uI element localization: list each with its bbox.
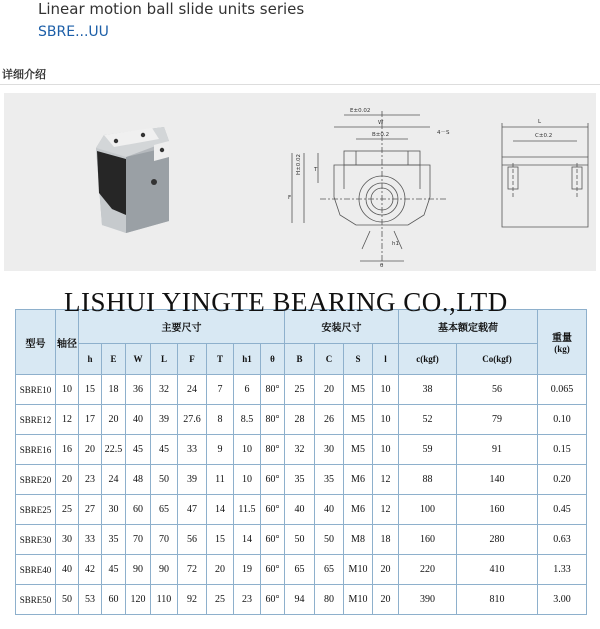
- model-cell: SBRE12: [16, 405, 56, 435]
- table-cell: 20: [373, 585, 399, 615]
- table-cell: 26: [315, 405, 344, 435]
- table-cell: 35: [102, 525, 126, 555]
- table-cell: 0.20: [538, 465, 587, 495]
- table-cell: 10: [373, 375, 399, 405]
- table-row: [16, 375, 587, 405]
- table-cell: 160: [399, 525, 457, 555]
- table-cell: 810: [457, 585, 538, 615]
- table-cell: 22.5: [102, 435, 126, 465]
- subheader-cell: E: [102, 344, 126, 375]
- table-cell: 88: [399, 465, 457, 495]
- table-cell: M6: [344, 495, 373, 525]
- svg-text:H±0.02: H±0.02: [296, 154, 302, 175]
- svg-text:θ: θ: [380, 263, 384, 269]
- table-cell: 90: [126, 555, 151, 585]
- table-cell: 0.63: [538, 525, 587, 555]
- table-cell: 23: [79, 465, 102, 495]
- table-cell: 33: [79, 525, 102, 555]
- table-cell: 11.5: [234, 495, 261, 525]
- table-cell: 60: [102, 585, 126, 615]
- company-watermark: LISHUI YINGTE BEARING CO.,LTD: [64, 287, 508, 317]
- table-cell: 24: [102, 465, 126, 495]
- table-cell: 80°: [261, 435, 285, 465]
- table-cell: 91: [457, 435, 538, 465]
- table-cell: 53: [79, 585, 102, 615]
- spec-table: [15, 309, 587, 615]
- subheader-cell: L: [151, 344, 178, 375]
- table-row: [16, 525, 587, 555]
- table-cell: 390: [399, 585, 457, 615]
- col-group-main-dims: 主要尺寸: [79, 310, 285, 344]
- product-title: Linear motion ball slide units series: [38, 0, 305, 18]
- table-cell: 27: [79, 495, 102, 525]
- table-cell: 60°: [261, 555, 285, 585]
- table-cell: 59: [399, 435, 457, 465]
- table-cell: M5: [344, 375, 373, 405]
- section-heading: 详细介绍: [2, 68, 46, 81]
- table-cell: 0.45: [538, 495, 587, 525]
- table-cell: 24: [178, 375, 207, 405]
- table-cell: 18: [102, 375, 126, 405]
- col-shaft-dia: 轴径: [56, 310, 79, 375]
- table-cell: 8.5: [234, 405, 261, 435]
- table-cell: 50: [315, 525, 344, 555]
- table-cell: 50: [151, 465, 178, 495]
- model-cell: SBRE30: [16, 525, 56, 555]
- table-cell: 72: [178, 555, 207, 585]
- table-cell: 1.33: [538, 555, 587, 585]
- svg-text:h1: h1: [392, 241, 399, 247]
- table-cell: 60°: [261, 465, 285, 495]
- table-cell: 60°: [261, 525, 285, 555]
- table-cell: 410: [457, 555, 538, 585]
- table-cell: 10: [56, 375, 79, 405]
- table-row: [16, 465, 587, 495]
- model-cell: SBRE20: [16, 465, 56, 495]
- model-cell: SBRE25: [16, 495, 56, 525]
- table-row: [16, 555, 587, 585]
- table-cell: 12: [373, 495, 399, 525]
- table-cell: 60: [126, 495, 151, 525]
- table-cell: 48: [126, 465, 151, 495]
- table-cell: 65: [315, 555, 344, 585]
- table-cell: 32: [285, 435, 315, 465]
- table-cell: 56: [457, 375, 538, 405]
- table-cell: 27.6: [178, 405, 207, 435]
- series-link[interactable]: SBRE...UU: [38, 24, 109, 40]
- table-cell: 56: [178, 525, 207, 555]
- table-cell: 7: [207, 375, 234, 405]
- table-cell: 0.10: [538, 405, 587, 435]
- product-image-panel: [4, 93, 596, 271]
- table-cell: 110: [151, 585, 178, 615]
- table-cell: 40: [315, 495, 344, 525]
- table-row: [16, 435, 587, 465]
- svg-text:B±0.2: B±0.2: [372, 132, 390, 138]
- table-cell: 35: [285, 465, 315, 495]
- table-cell: 30: [102, 495, 126, 525]
- table-cell: 45: [151, 435, 178, 465]
- table-cell: 40: [56, 555, 79, 585]
- table-cell: 17: [79, 405, 102, 435]
- table-cell: M8: [344, 525, 373, 555]
- table-cell: 120: [126, 585, 151, 615]
- svg-text:4－S: 4－S: [437, 130, 450, 136]
- product-drawing: [4, 93, 596, 271]
- table-cell: 80: [315, 585, 344, 615]
- table-cell: 6: [234, 375, 261, 405]
- subheader-cell: l: [373, 344, 399, 375]
- table-cell: 18: [373, 525, 399, 555]
- table-row: [16, 405, 587, 435]
- table-cell: 25: [207, 585, 234, 615]
- table-cell: 45: [126, 435, 151, 465]
- model-cell: SBRE16: [16, 435, 56, 465]
- table-cell: 25: [56, 495, 79, 525]
- table-cell: 35: [315, 465, 344, 495]
- table-cell: 0.15: [538, 435, 587, 465]
- col-weight: 重量 (kg): [538, 310, 587, 375]
- subheader-cell: h1: [234, 344, 261, 375]
- table-cell: 70: [151, 525, 178, 555]
- table-cell: 28: [285, 405, 315, 435]
- table-cell: 36: [126, 375, 151, 405]
- subheader-cell: F: [178, 344, 207, 375]
- svg-text:L: L: [538, 119, 542, 125]
- subheader-cell: T: [207, 344, 234, 375]
- table-cell: 160: [457, 495, 538, 525]
- table-cell: 45: [102, 555, 126, 585]
- table-cell: 0.065: [538, 375, 587, 405]
- table-cell: 8: [207, 405, 234, 435]
- table-cell: 50: [56, 585, 79, 615]
- table-row: [16, 495, 587, 525]
- model-cell: SBRE10: [16, 375, 56, 405]
- table-cell: 220: [399, 555, 457, 585]
- table-cell: 79: [457, 405, 538, 435]
- table-cell: 47: [178, 495, 207, 525]
- subheader-cell: B: [285, 344, 315, 375]
- svg-text:F: F: [288, 195, 292, 201]
- table-cell: 15: [207, 525, 234, 555]
- table-cell: 40: [285, 495, 315, 525]
- subheader-cell: θ: [261, 344, 285, 375]
- table-cell: 20: [56, 465, 79, 495]
- table-cell: 90: [151, 555, 178, 585]
- table-cell: 42: [79, 555, 102, 585]
- table-cell: 20: [79, 435, 102, 465]
- table-cell: 20: [207, 555, 234, 585]
- table-cell: 20: [373, 555, 399, 585]
- table-cell: M10: [344, 555, 373, 585]
- table-cell: 10: [373, 435, 399, 465]
- table-cell: 10: [373, 405, 399, 435]
- svg-text:T: T: [314, 167, 318, 173]
- table-cell: M5: [344, 405, 373, 435]
- divider: [0, 84, 600, 85]
- table-cell: 10: [234, 465, 261, 495]
- table-cell: 52: [399, 405, 457, 435]
- table-cell: 16: [56, 435, 79, 465]
- table-cell: M10: [344, 585, 373, 615]
- table-cell: 92: [178, 585, 207, 615]
- svg-text:C±0.2: C±0.2: [535, 133, 553, 139]
- table-row: [16, 585, 587, 615]
- table-cell: 14: [207, 495, 234, 525]
- subheader-cell: W: [126, 344, 151, 375]
- table-cell: 100: [399, 495, 457, 525]
- table-cell: 19: [234, 555, 261, 585]
- col-model: 型号: [16, 310, 56, 375]
- table-cell: 12: [373, 465, 399, 495]
- subheader-cell: S: [344, 344, 373, 375]
- col-group-install-dims: 安装尺寸: [285, 310, 399, 344]
- model-cell: SBRE40: [16, 555, 56, 585]
- table-cell: 39: [178, 465, 207, 495]
- table-cell: 80°: [261, 405, 285, 435]
- table-cell: 12: [56, 405, 79, 435]
- table-cell: 140: [457, 465, 538, 495]
- subheader-cell: c(kgf): [399, 344, 457, 375]
- table-cell: 70: [126, 525, 151, 555]
- subheader-cell: C: [315, 344, 344, 375]
- table-cell: 60°: [261, 585, 285, 615]
- table-cell: 20: [315, 375, 344, 405]
- table-cell: 14: [234, 525, 261, 555]
- svg-text:E±0.02: E±0.02: [350, 108, 371, 114]
- table-cell: 30: [315, 435, 344, 465]
- table-cell: 15: [79, 375, 102, 405]
- table-cell: 11: [207, 465, 234, 495]
- table-cell: 20: [102, 405, 126, 435]
- table-cell: 94: [285, 585, 315, 615]
- table-cell: 80°: [261, 375, 285, 405]
- col-group-load-rating: 基本额定载荷: [399, 310, 538, 344]
- table-cell: 9: [207, 435, 234, 465]
- table-cell: 65: [151, 495, 178, 525]
- table-cell: 280: [457, 525, 538, 555]
- svg-text:W: W: [378, 120, 384, 126]
- table-cell: 30: [56, 525, 79, 555]
- table-cell: 39: [151, 405, 178, 435]
- table-cell: 25: [285, 375, 315, 405]
- table-cell: 65: [285, 555, 315, 585]
- table-cell: 32: [151, 375, 178, 405]
- slide-unit-photo: [96, 127, 169, 233]
- model-cell: SBRE50: [16, 585, 56, 615]
- table-cell: 60°: [261, 495, 285, 525]
- table-cell: 23: [234, 585, 261, 615]
- table-cell: 38: [399, 375, 457, 405]
- table-cell: 3.00: [538, 585, 587, 615]
- table-cell: 40: [126, 405, 151, 435]
- front-view-drawing: [292, 111, 446, 263]
- table-cell: 33: [178, 435, 207, 465]
- subheader-cell: h: [79, 344, 102, 375]
- table-cell: 50: [285, 525, 315, 555]
- table-cell: M6: [344, 465, 373, 495]
- table-cell: 10: [234, 435, 261, 465]
- subheader-cell: Co(kgf): [457, 344, 538, 375]
- table-cell: M5: [344, 435, 373, 465]
